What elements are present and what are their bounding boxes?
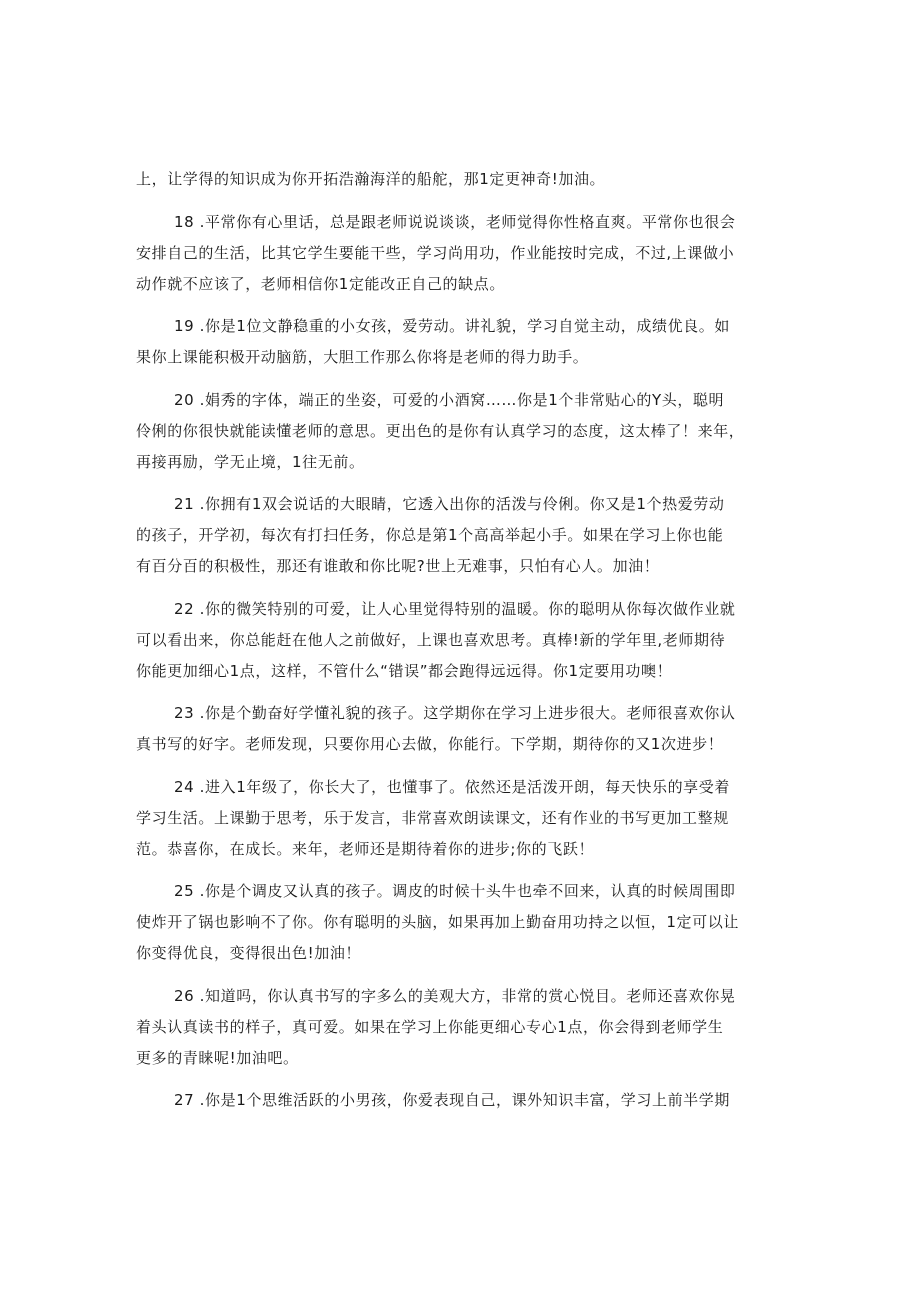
text-line: 再接再励，学无止境，1往无前。	[136, 452, 365, 471]
text-line: 上，让学得的知识成为你开拓浩瀚海洋的船舵，那1定更神奇!加油。	[136, 170, 606, 188]
paragraph-start-19: 19 .你是1位文静稳重的小女孩，爱劳动。讲礼貌，学习自觉主动，成绩优良。如	[174, 317, 730, 335]
text-line: 伶俐的你很快就能读懂老师的意思。更出色的是你有认真学习的态度，这太棒了！来年，	[136, 421, 745, 440]
text-line: 学习生活。上课勤于思考，乐于发言，非常喜欢朗读课文，还有作业的书写更加工整规	[136, 808, 729, 827]
text-line: 你变得优良，变得很出色!加油！	[136, 944, 362, 962]
paragraph-start-21: 21 .你拥有1双会说话的大眼睛，它透入出你的活泼与伶俐。你又是1个热爱劳动	[174, 495, 725, 513]
paragraph-start-25: 25 .你是个调皮又认真的孩子。调皮的时候十头牛也牵不回来，认真的时候周围即	[174, 882, 736, 900]
paragraph-start-18: 18 .平常你有心里话，总是跟老师说说谈谈，老师觉得你性格直爽。平常你也很会	[174, 212, 736, 231]
text-line: 有百分百的积极性，那还有谁敢和你比呢?世上无难事，只怕有心人。加油！	[136, 557, 660, 575]
text-line: 可以看出来，你总能赶在他人之前做好，上课也喜欢思考。真棒!新的学年里,老师期待	[136, 630, 726, 649]
text-line: 着头认真读书的样子，真可爱。如果在学习上你能更细心专心1点，你会得到老师学生	[136, 1017, 724, 1036]
paragraph-start-24: 24 .进入1年级了，你长大了，也懂事了。依然还是活泼开朗，每天快乐的享受着	[174, 777, 730, 796]
text-line: 使炸开了锅也影响不了你。你有聪明的头脑，如果再加上勤奋用功持之以恒，1定可以让	[136, 913, 739, 931]
paragraph-start-22: 22 .你的微笑特别的可爱，让人心里觉得特别的温暖。你的聪明从你每次做作业就	[174, 599, 736, 618]
text-line: 果你上课能积极开动脑筋，大胆工作那么你将是老师的得力助手。	[136, 348, 589, 366]
text-line: 范。恭喜你，在成长。来年，老师还是期待着你的进步;你的飞跃！	[136, 839, 595, 858]
text-line: 更多的青睐呢!加油吧。	[136, 1048, 299, 1067]
text-line: 真书写的好字。老师发现，只要你用心去做，你能行。下学期，期待你的又1次进步！	[136, 735, 724, 753]
text-line: 安排自己的生活，比其它学生要能干些，学习尚用功，作业能按时完成，不过,上课做小	[136, 243, 735, 262]
paragraph-start-20: 20 .娟秀的字体，端正的坐姿，可爱的小酒窝……你是1个非常贴心的Y头，聪明	[174, 390, 725, 409]
paragraph-start-27: 27 .你是1个思维活跃的小男孩，你爱表现自己，课外知识丰富，学习上前半学期	[174, 1091, 730, 1109]
text-line: 你能更加细心1点，这样，不管什么“错误”都会跑得远远得。你1定要用功噢！	[136, 661, 673, 680]
document-body	[136, 164, 796, 1116]
paragraph-start-23: 23 .你是个勤奋好学懂礼貌的孩子。这学期你在学习上进步很大。老师很喜欢你认	[174, 704, 736, 722]
paragraph-start-26: 26 .知道吗，你认真书写的字多么的美观大方，非常的赏心悦目。老师还喜欢你晃	[174, 986, 736, 1005]
text-line: 的孩子，开学初，每次有打扫任务，你总是第1个高高举起小手。如果在学习上你也能	[136, 526, 724, 544]
text-line: 动作就不应该了，老师相信你1定能改正自己的缺点。	[136, 274, 505, 293]
